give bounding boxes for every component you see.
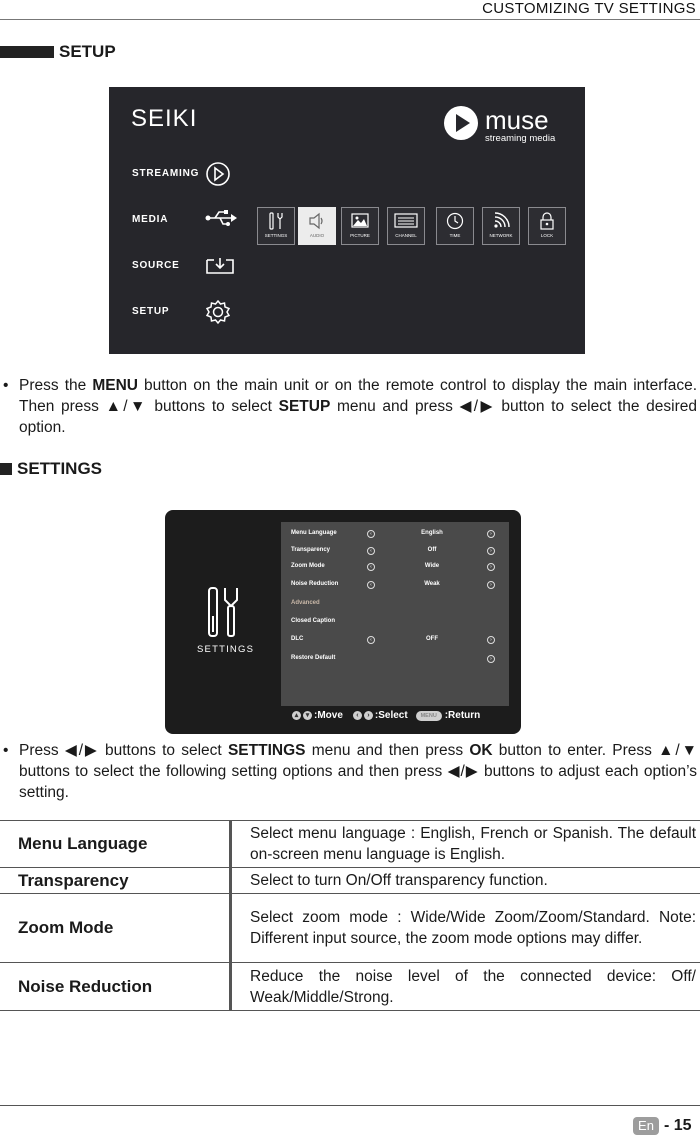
right-arrow-icon[interactable]: › <box>487 530 495 538</box>
footer-rule <box>0 1105 700 1106</box>
text-run: button to enter. Press ▲/▼ buttons to select the following setting options and then press ◀/▶ buttons to adjust each option’s setting. <box>19 742 697 801</box>
settings-hints <box>292 710 480 721</box>
tile-settings[interactable] <box>257 207 295 245</box>
settings-panel <box>281 522 509 706</box>
settings-heading <box>0 459 102 479</box>
seiki-logo: SEIKI <box>131 105 198 132</box>
settings-label: SETTINGS <box>197 644 255 655</box>
option-name: Noise Reduction <box>0 963 231 1011</box>
settings-heading-text: SETTINGS <box>17 459 103 478</box>
muse-logo-icon <box>443 105 479 141</box>
menu-key-icon: MENU <box>416 711 442 721</box>
right-arrow-icon[interactable]: › <box>487 655 495 663</box>
usb-icon <box>205 209 239 227</box>
heading-bar <box>0 46 54 58</box>
left-arrow-icon[interactable]: ‹ <box>367 547 375 555</box>
setup-key-text: SETUP <box>278 398 331 415</box>
setup-instruction-text <box>19 375 697 438</box>
left-arrow-icon[interactable]: ‹ <box>367 563 375 571</box>
table-row <box>0 894 700 963</box>
row-name: Closed Caption <box>291 618 336 624</box>
up-key-icon: ▴ <box>292 711 301 720</box>
settings-screen <box>165 510 521 734</box>
heading-square <box>0 463 12 475</box>
row-name: DLC <box>291 636 304 642</box>
play-circle-icon <box>205 161 231 187</box>
settings-row-dlc[interactable] <box>281 633 509 647</box>
settings-key-text: SETTINGS <box>227 742 306 759</box>
speaker-icon <box>307 211 327 231</box>
option-name: Menu Language <box>0 821 231 868</box>
tile-picture[interactable] <box>341 207 379 245</box>
bullet-dot: • <box>3 742 9 759</box>
tile-audio[interactable] <box>298 207 336 245</box>
option-description: Reduce the noise level of the connected device: Off/ Weak/Middle/Strong. <box>231 963 700 1011</box>
setup-heading-text: SETUP <box>59 42 116 61</box>
right-key-icon: › <box>364 711 373 720</box>
right-arrow-icon[interactable]: › <box>487 636 495 644</box>
bullet-dot: • <box>3 377 9 394</box>
settings-row-menu-language[interactable] <box>281 527 509 541</box>
tile-label: TIME <box>449 233 461 238</box>
menu-key-text: MENU <box>92 377 138 394</box>
settings-row-zoom-mode[interactable] <box>281 560 509 574</box>
text-run: menu and press ◀/▶ button to select the desired option. <box>19 398 697 436</box>
row-name: Restore Default <box>291 655 336 661</box>
left-arrow-icon[interactable]: ‹ <box>367 636 375 644</box>
ok-key-text: OK <box>469 742 493 759</box>
settings-options-table <box>0 820 700 1011</box>
left-arrow-icon[interactable]: ‹ <box>367 581 375 589</box>
gear-icon <box>205 299 231 325</box>
settings-instruction-text <box>19 740 697 803</box>
option-description: Select menu language : English, French or Spanish. The default on-screen menu language is English. <box>231 821 700 868</box>
muse-tagline: streaming media <box>485 133 556 144</box>
row-name: Zoom Mode <box>291 563 325 569</box>
settings-row-transparency[interactable] <box>281 544 509 558</box>
row-value: Weak <box>424 581 440 587</box>
tile-label: SETTINGS <box>264 233 288 238</box>
hint-move: :Move <box>314 710 343 721</box>
settings-tools-icon <box>203 586 243 638</box>
tile-label: PICTURE <box>350 233 370 238</box>
tile-label: AUDIO <box>309 233 325 238</box>
settings-row-advanced[interactable] <box>281 597 509 611</box>
row-name: Menu Language <box>291 530 337 536</box>
hint-select: :Select <box>374 710 408 721</box>
tile-network[interactable] <box>482 207 520 245</box>
down-key-icon: ▾ <box>303 711 312 720</box>
header-rule <box>0 19 700 20</box>
hint-return: :Return <box>444 710 481 721</box>
right-arrow-icon[interactable]: › <box>487 581 495 589</box>
setup-instruction <box>3 375 697 438</box>
language-badge: En <box>633 1117 659 1135</box>
text-run: menu and then press <box>305 742 470 759</box>
source-input-icon <box>205 257 235 275</box>
tools-icon <box>266 211 286 231</box>
tile-label: CHANNEL <box>395 233 417 238</box>
option-description: Select zoom mode : Wide/Wide Zoom/Zoom/Standard. Note: Different input source, the zoom mode options may differ. <box>231 894 700 963</box>
channel-icon <box>393 211 419 231</box>
page-header-title: CUSTOMIZING TV SETTINGS <box>482 0 696 17</box>
settings-row-noise-reduction[interactable] <box>281 578 509 592</box>
menu-item-streaming[interactable]: STREAMING <box>132 168 200 179</box>
right-arrow-icon[interactable]: › <box>487 563 495 571</box>
row-value: Wide <box>424 563 440 569</box>
text-run: button on the main unit or on the remote control to display the main interface. Then press ▲/▼ buttons to select <box>19 377 697 415</box>
page-number: - 15 <box>664 1117 692 1134</box>
menu-item-setup[interactable]: SETUP <box>132 306 170 317</box>
picture-icon <box>350 211 370 231</box>
left-arrow-icon[interactable]: ‹ <box>367 530 375 538</box>
wifi-icon <box>491 211 511 231</box>
row-value: OFF <box>426 636 438 642</box>
right-arrow-icon[interactable]: › <box>487 547 495 555</box>
row-name: Advanced <box>291 600 320 606</box>
settings-instruction <box>3 740 697 803</box>
row-value: English <box>421 530 443 536</box>
settings-row-restore-default[interactable] <box>281 652 509 666</box>
muse-wordmark: muse <box>485 105 549 135</box>
lock-icon <box>537 211 557 231</box>
clock-icon <box>445 211 465 231</box>
option-name: Transparency <box>0 868 231 894</box>
option-name: Zoom Mode <box>0 894 231 963</box>
table-row <box>0 868 700 894</box>
setup-heading <box>0 42 116 62</box>
row-name: Noise Reduction <box>291 581 339 587</box>
tile-label: NETWORK <box>489 233 513 238</box>
option-description: Select to turn On/Off transparency function. <box>231 868 700 894</box>
left-key-icon: ‹ <box>353 711 362 720</box>
menu-item-source[interactable]: SOURCE <box>132 260 180 271</box>
table-row <box>0 821 700 868</box>
tile-lock[interactable] <box>528 207 566 245</box>
text-run: Press ◀/▶ buttons to select <box>19 742 228 759</box>
settings-row-closed-caption[interactable] <box>281 615 509 629</box>
tile-label: LOCK <box>540 233 554 238</box>
tile-time[interactable] <box>436 207 474 245</box>
text-run: Press the <box>19 377 93 394</box>
row-name: Transparency <box>291 547 331 553</box>
setup-screen <box>109 87 585 354</box>
table-row <box>0 963 700 1011</box>
tile-channel[interactable] <box>387 207 425 245</box>
row-value: Off <box>427 547 437 553</box>
menu-item-media[interactable]: MEDIA <box>132 214 169 225</box>
